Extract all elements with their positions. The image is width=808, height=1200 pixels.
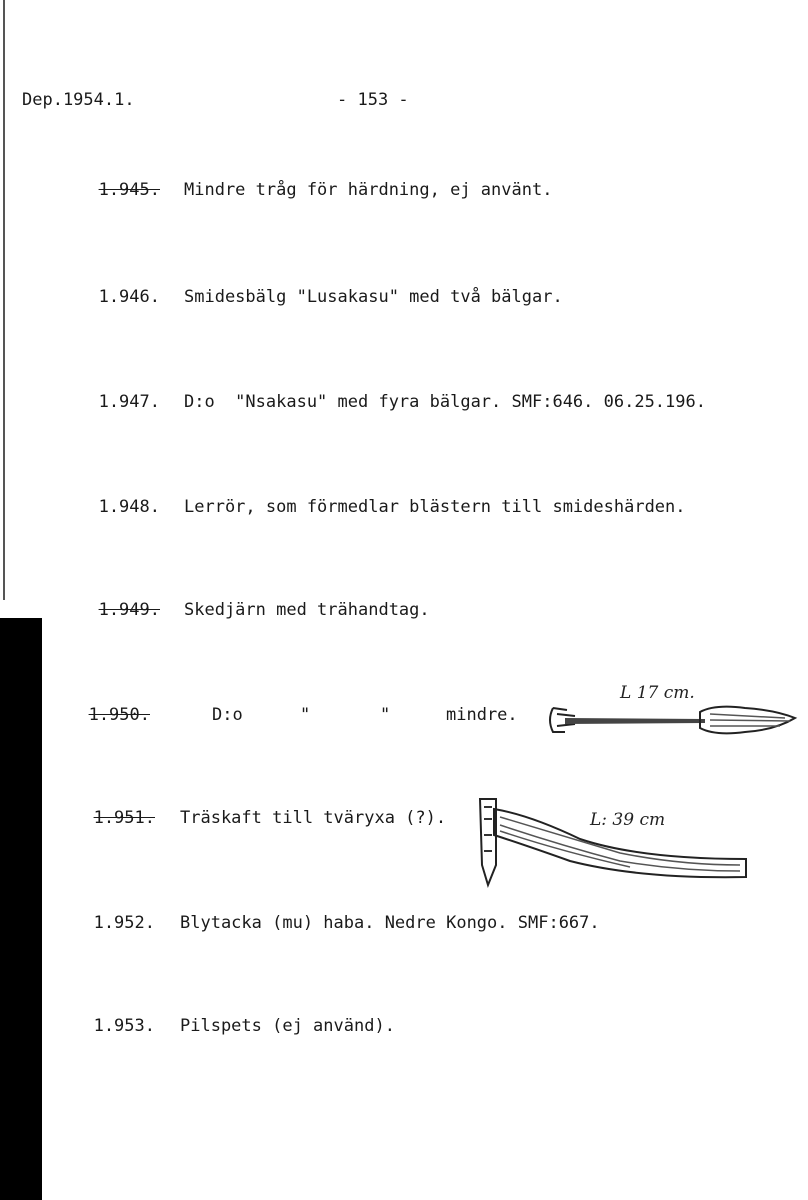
- entry-description: Blytacka (mu) haba. Nedre Kongo. SMF:667.: [180, 913, 600, 933]
- ditto-mark: ": [300, 705, 311, 725]
- entry-number: 1.951.: [93, 808, 155, 828]
- spoon-iron-length-annotation: L 17 cm.: [620, 683, 695, 703]
- spoon-iron-sketch-icon: [545, 700, 800, 742]
- entry-number: 1.948.: [98, 497, 160, 517]
- entry-number: 1.952.: [93, 913, 155, 933]
- entry-number: 1.950.: [88, 705, 150, 725]
- entry-description: Pilspets (ej använd).: [180, 1016, 395, 1036]
- page-number: - 153 -: [337, 90, 409, 110]
- entry-number: 1.946.: [98, 287, 160, 307]
- axe-shaft-length-annotation: L: 39 cm: [590, 810, 666, 830]
- entry-number: 1.949.: [98, 600, 160, 620]
- axe-shaft-sketch-icon: [470, 795, 750, 890]
- entry-number: 1.947.: [98, 392, 160, 412]
- entry-description: Smidesbälg "Lusakasu" med två bälgar.: [184, 287, 563, 307]
- ditto-mark: ": [380, 705, 391, 725]
- entry-description-mindre: mindre.: [446, 705, 518, 725]
- entry-description: Skedjärn med trähandtag.: [184, 600, 430, 620]
- entry-description: Lerrör, som förmedlar blästern till smideshärden.: [184, 497, 686, 517]
- entry-number: 1.945.: [98, 180, 160, 200]
- entry-description: Mindre tråg för härdning, ej använt.: [184, 180, 553, 200]
- deposit-reference: Dep.1954.1.: [22, 90, 135, 110]
- entry-description-do: D:o: [212, 705, 243, 725]
- entry-description: Träskaft till tväryxa (?).: [180, 808, 447, 828]
- entry-number: 1.953.: [93, 1016, 155, 1036]
- entry-description: D:o "Nsakasu" med fyra bälgar. SMF:646. 06.25.196.: [184, 392, 706, 412]
